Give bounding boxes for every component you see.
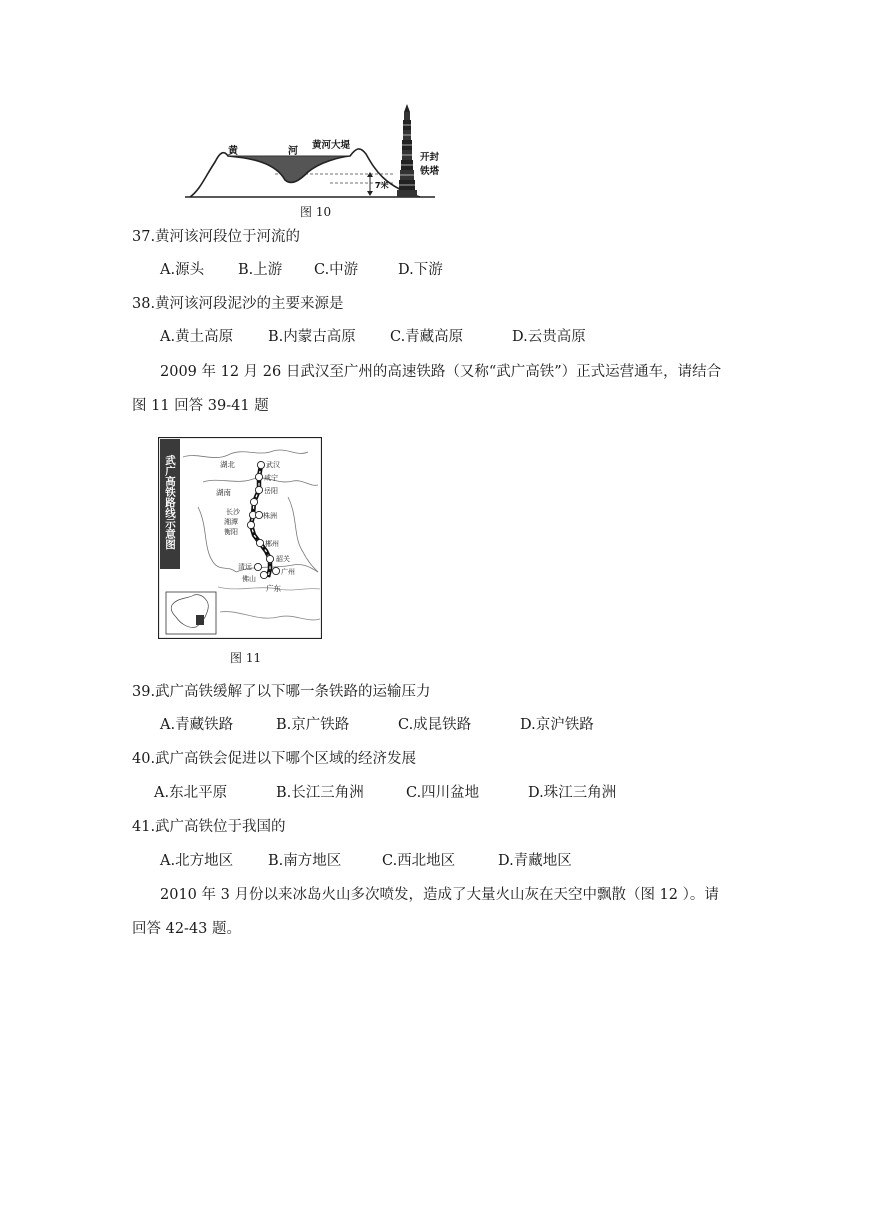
intro-paragraph-2-line-1: 2010 年 3 月份以来冰岛火山多次喷发，造成了大量火山灰在天空中飘散（图 12 ）。请 bbox=[160, 887, 719, 903]
intro-paragraph-1-line-1: 2009 年 12 月 26 日武汉至广州的高速铁路（又称“武广高铁”）正式运营通车，请结合 bbox=[160, 364, 722, 380]
map-title: 武广高铁路线示意图 bbox=[164, 455, 176, 550]
tower-label-bottom: 铁塔 bbox=[420, 166, 440, 177]
question-40-option-c: C.四川盆地 bbox=[406, 785, 480, 801]
question-39-option-b: B.京广铁路 bbox=[276, 717, 350, 733]
question-38-option-d: D.云贵高原 bbox=[512, 329, 586, 345]
figure-11-caption: 图 11 bbox=[230, 651, 262, 665]
intro-paragraph-2-line-2: 回答 42-43 题。 bbox=[132, 921, 242, 937]
province-guangdong: 广东 bbox=[266, 584, 281, 593]
province-hunan: 湖南 bbox=[216, 488, 231, 497]
figure-10 bbox=[180, 102, 440, 202]
river-label-left: 黄 bbox=[228, 146, 238, 157]
station-hengyang: 衡阳 bbox=[224, 528, 238, 536]
question-40-option-d: D.珠江三角洲 bbox=[528, 785, 617, 801]
province-hubei: 湖北 bbox=[220, 460, 235, 469]
intro-paragraph-1-line-2: 图 11 回答 39-41 题 bbox=[132, 398, 269, 414]
station-zhuzhou: 株洲 bbox=[263, 512, 277, 520]
question-38-option-b: B.内蒙古高原 bbox=[268, 329, 356, 345]
station-qingyuan: 清远 bbox=[238, 563, 252, 571]
station-shaoguan: 韶关 bbox=[276, 555, 290, 563]
station-wuhan: 武汉 bbox=[266, 461, 280, 469]
inset-map-frame bbox=[166, 592, 216, 634]
river-label-right: 河 bbox=[288, 146, 298, 157]
question-39-option-a: A.青藏铁路 bbox=[160, 717, 234, 733]
question-39-option-c: C.成昆铁路 bbox=[398, 717, 472, 733]
question-38-option-c: C.青藏高原 bbox=[390, 329, 464, 345]
station-yueyang: 岳阳 bbox=[264, 487, 278, 495]
figure-11 bbox=[158, 437, 322, 639]
question-39-stem: 39.武广高铁缓解了以下哪一条铁路的运输压力 bbox=[132, 684, 431, 700]
question-37-option-d: D.下游 bbox=[398, 262, 443, 278]
question-37-option-a: A.源头 bbox=[160, 262, 205, 278]
question-37-stem: 37.黄河该河段位于河流的 bbox=[132, 229, 301, 245]
question-41-option-d: D.青藏地区 bbox=[498, 853, 572, 869]
question-41-option-b: B.南方地区 bbox=[268, 853, 342, 869]
question-40-stem: 40.武广高铁会促进以下哪个区域的经济发展 bbox=[132, 751, 417, 767]
levee-label: 黄河大堤 bbox=[312, 140, 351, 151]
tower-label-top: 开封 bbox=[420, 152, 440, 163]
question-41-option-c: C.西北地区 bbox=[382, 853, 456, 869]
inset-highlight bbox=[196, 615, 204, 625]
question-40-option-a: A.东北平原 bbox=[154, 785, 228, 801]
station-chenzhou: 郴州 bbox=[265, 540, 279, 548]
tower-icon bbox=[397, 104, 417, 197]
question-41-stem: 41.武广高铁位于我国的 bbox=[132, 819, 286, 835]
question-37-option-b: B.上游 bbox=[238, 262, 283, 278]
question-38-option-a: A.黄土高原 bbox=[160, 329, 234, 345]
question-38-stem: 38.黄河该河段泥沙的主要来源是 bbox=[132, 296, 344, 312]
yellow-river-profile-diagram bbox=[180, 102, 440, 202]
question-37-option-c: C.中游 bbox=[314, 262, 359, 278]
station-guangzhou: 广州 bbox=[281, 568, 295, 576]
question-40-option-b: B.长江三角洲 bbox=[276, 785, 364, 801]
question-41-option-a: A.北方地区 bbox=[160, 853, 234, 869]
wuguang-railway-map bbox=[158, 437, 322, 639]
question-39-option-d: D.京沪铁路 bbox=[520, 717, 594, 733]
height-label: 7米 bbox=[375, 181, 389, 190]
station-xianning: 咸宁 bbox=[264, 474, 278, 482]
station-foshan: 佛山 bbox=[242, 575, 256, 583]
station-xiangtan: 湘潭 bbox=[224, 518, 238, 526]
station-changsha: 长沙 bbox=[226, 508, 240, 516]
figure-10-caption: 图 10 bbox=[300, 205, 332, 219]
